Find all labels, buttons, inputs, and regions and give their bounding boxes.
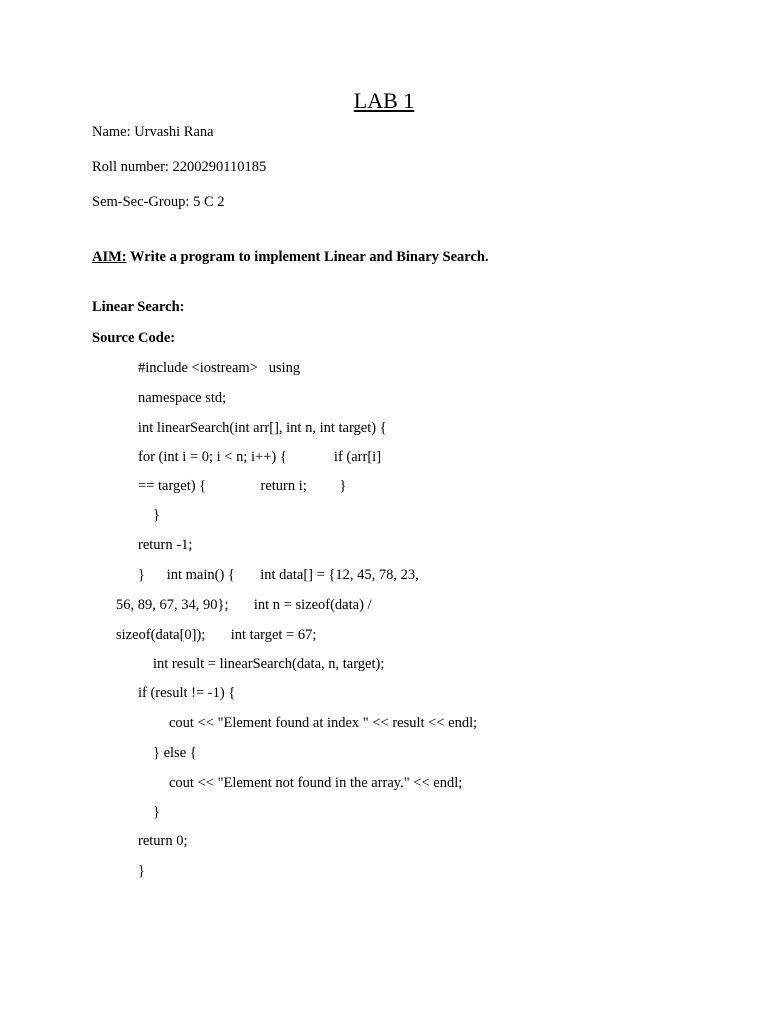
code-line: #include <iostream> using (138, 360, 301, 376)
code-line: } else { (153, 745, 197, 761)
code-line: return -1; (138, 537, 193, 553)
code-line: for (int i = 0; i < n; i++) { if (arr[i] (138, 449, 382, 465)
roll-number: Roll number: 2200290110185 (92, 159, 267, 175)
source-code-label: Source Code: (92, 330, 176, 346)
code-line: return 0; (138, 833, 188, 849)
code-line: namespace std; (138, 390, 227, 406)
code-line: int result = linearSearch(data, n, target); (153, 656, 385, 672)
code-line: 56, 89, 67, 34, 90}; int n = sizeof(data) / (116, 597, 372, 613)
code-line: if (result != -1) { (138, 685, 236, 701)
code-line: int linearSearch(int arr[], int n, int target) { (138, 420, 387, 436)
student-name: Name: Urvashi Rana (92, 124, 214, 140)
code-line: cout << "Element not found in the array." << endl; (169, 775, 463, 791)
code-line: } (138, 863, 145, 879)
sem-sec-group: Sem-Sec-Group: 5 C 2 (92, 194, 225, 210)
code-line: } int main() { int data[] = {12, 45, 78, 23, (138, 567, 419, 583)
aim-statement (92, 248, 489, 266)
code-line: } (153, 507, 160, 523)
aim-label: AIM: (92, 249, 127, 265)
code-line: cout << "Element found at index " << result << endl; (169, 715, 478, 731)
code-line: == target) { return i; } (138, 478, 347, 494)
page-title: LAB 1 (353, 88, 415, 113)
aim-text: Write a program to implement Linear and Binary Search. (126, 249, 489, 265)
code-line: sizeof(data[0]); int target = 67; (116, 627, 317, 643)
section-heading: Linear Search: (92, 299, 185, 315)
code-line: } (153, 804, 160, 820)
